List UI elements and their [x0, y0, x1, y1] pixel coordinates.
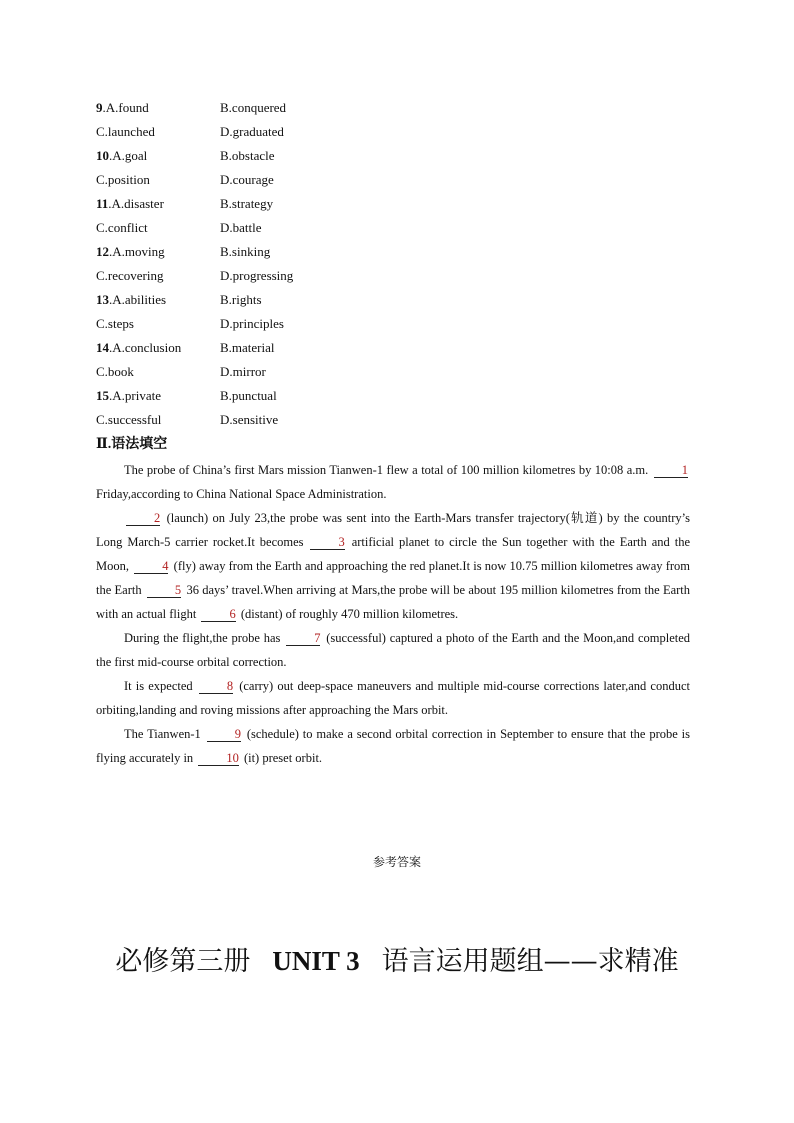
option-b: B.conquered [220, 100, 287, 115]
option-d: D.courage [220, 172, 274, 187]
book-name: 必修第三册 [115, 946, 251, 977]
unit-name: UNIT 3 [272, 946, 360, 976]
option-a: A.moving [112, 244, 165, 259]
paragraph [96, 674, 690, 722]
topic-name: 语言运用题组——求精准 [381, 946, 679, 977]
passage-text: (fly) away from the Earth and approaching the red planet.It is now 10.75 million kilometres away from the Earth [96, 559, 691, 597]
option-b: B.strategy [220, 196, 274, 211]
option-b: B.rights [220, 292, 262, 307]
option-row [96, 410, 396, 434]
answer-blank[interactable]: 5 [147, 583, 181, 598]
option-row: 11.A.disaster B.strategy [96, 194, 396, 218]
passage-text: (it) preset orbit. [243, 751, 323, 765]
option-row: 9.A.found B.conquered [96, 98, 396, 122]
option-c: C.conflict [96, 220, 148, 235]
question-number: 9 [96, 100, 103, 115]
option-a: A.disaster [111, 196, 164, 211]
paragraph [96, 626, 690, 674]
passage-text: The probe of China’s first Mars mission Tianwen-1 flew a total of 100 million kilometres by 10:08 a.m. [124, 463, 649, 477]
option-row: 14.A.conclusion B.material [96, 338, 396, 362]
answer-blank[interactable]: 1 [654, 463, 688, 478]
passage-text: (schedule) to make a second orbital correction in September to ensure that the probe is flying accurately in [96, 727, 691, 765]
option-row: 15.A.private B.punctual [96, 386, 396, 410]
option-c: C.launched [96, 124, 155, 139]
option-d: D.graduated [220, 124, 284, 139]
question-number: 14 [96, 340, 109, 355]
question-number: 15 [96, 388, 109, 403]
option-a: A.found [105, 100, 149, 115]
option-row [96, 362, 396, 386]
paragraph [96, 458, 690, 506]
passage-text: (successful) captured a photo of the Earth and the Moon,and completed the first mid-course orbital correction. [96, 631, 691, 669]
question-number: 10 [96, 148, 109, 163]
option-a: A.conclusion [112, 340, 182, 355]
answer-blank[interactable]: 10 [198, 751, 239, 766]
option-row [96, 170, 396, 194]
question-number: 13 [96, 292, 109, 307]
option-d: D.sensitive [220, 412, 279, 427]
paragraph [96, 722, 690, 770]
option-c: C.book [96, 364, 134, 379]
option-b: B.material [220, 340, 275, 355]
passage-text: (distant) of roughly 470 million kilometres. [240, 607, 459, 621]
options-list [96, 98, 396, 434]
option-d: D.principles [220, 316, 284, 331]
question-number: 11 [96, 196, 109, 211]
answer-key-label: 参考答案 [372, 855, 421, 869]
passage-text: Friday,according to China National Space Administration. [96, 487, 387, 501]
option-row: 13.A.abilities B.rights [96, 290, 396, 314]
option-b: B.sinking [220, 244, 271, 259]
answer-blank[interactable]: 6 [201, 607, 235, 622]
answer-blank[interactable]: 8 [199, 679, 233, 694]
answer-blank[interactable]: 9 [207, 727, 241, 742]
question-number: 12 [96, 244, 109, 259]
grammar-passage [96, 458, 690, 770]
answer-blank[interactable]: 2 [126, 511, 160, 526]
passage-text: During the flight,the probe has [124, 631, 281, 645]
option-b: B.punctual [220, 388, 277, 403]
option-c: C.position [96, 172, 150, 187]
option-d: D.mirror [220, 364, 266, 379]
option-row [96, 122, 396, 146]
option-row: 10.A.goal B.obstacle [96, 146, 396, 170]
answer-blank[interactable]: 7 [286, 631, 320, 646]
answer-blank[interactable]: 3 [310, 535, 344, 550]
passage-text: (launch) on July 23,the probe was sent into the Earth-Mars transfer trajectory(轨道) by the country’s Long March-5 carrier rocket.It becomes [96, 511, 690, 549]
passage-text: 36 days’ travel.When arriving at Mars,the probe will be about 195 million kilometres from the Earth with an actual flight [96, 583, 691, 621]
passage-text: artificial planet to circle the Sun together with the Earth and the Moon, [96, 535, 690, 573]
option-b: B.obstacle [220, 148, 275, 163]
passage-text: The Tianwen-1 [124, 727, 201, 741]
option-c: C.steps [96, 316, 134, 331]
unit-title [0, 938, 794, 985]
option-row [96, 266, 396, 290]
option-row [96, 314, 396, 338]
option-d: D.battle [220, 220, 262, 235]
option-c: C.successful [96, 412, 162, 427]
section-title: Ⅱ.语法填空 [96, 437, 168, 452]
option-c: C.recovering [96, 268, 164, 283]
answer-blank[interactable]: 4 [134, 559, 168, 574]
option-row [96, 218, 396, 242]
passage-text: It is expected [124, 679, 193, 693]
option-d: D.progressing [220, 268, 294, 283]
option-a: A.abilities [112, 292, 167, 307]
option-a: A.private [112, 388, 161, 403]
passage-text: (carry) out deep-space maneuvers and multiple mid-course corrections later,and conduct orbiting,landing and roving missions after approaching the Mars orbit. [96, 679, 690, 717]
paragraph [96, 506, 690, 626]
option-row: 12.A.moving B.sinking [96, 242, 396, 266]
option-a: A.goal [112, 148, 148, 163]
